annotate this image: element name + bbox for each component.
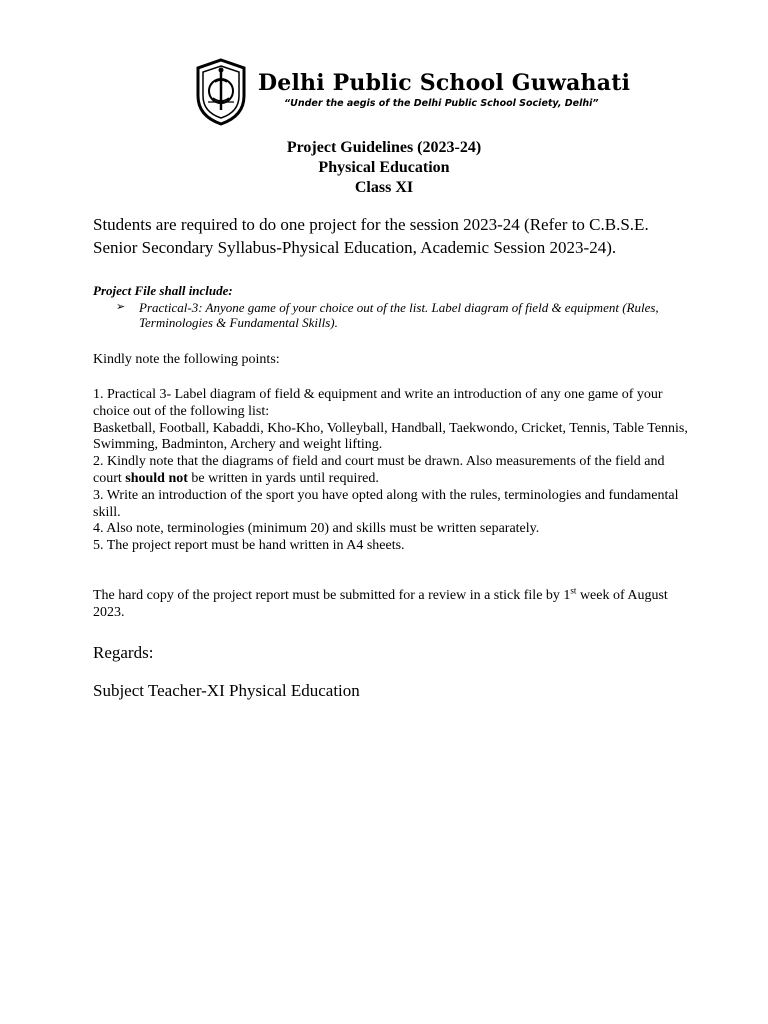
submission-note (93, 585, 693, 622)
title-line-3: Class XI (354, 179, 414, 196)
submission-text-a: The hard copy of the project report must be submitted for a review in a stick file by 1 (93, 588, 571, 603)
school-tagline: “Under the aegis of the Delhi Public School Society, Delhi” (284, 98, 599, 109)
submission-text-b: week of August 2023. (93, 588, 668, 620)
letterhead (194, 58, 631, 128)
project-file-heading: Project File shall include: (93, 283, 233, 298)
intro-paragraph: Students are required to do one project for the session 2023-24 (Refer to C.B.S.E. Senior Secondary Syllabus-Physical Education, Academic Session 2023-24). (93, 215, 649, 257)
point-1: 1. Practical 3- Label diagram of field & equipment and write an introduction of any one game of your choice out of the following list: (93, 387, 663, 419)
school-name: Delhi Public School Guwahati (258, 70, 631, 96)
point-2-text-b: be written in yards until required. (187, 470, 379, 486)
point-1-game-list: Basketball, Football, Kabaddi, Kho-Kho, Volleyball, Handball, Taekwondo, Cricket, Tennis, Table Tennis, Swimming, Badminton, Archery and weight lifting. (93, 420, 688, 453)
project-file-bullet (116, 300, 676, 330)
title-line-2: Physical Education (318, 159, 450, 176)
submission-superscript: st (570, 585, 577, 596)
point-2 (93, 454, 693, 488)
title-line-1: Project Guidelines (2023-24) (286, 139, 482, 156)
regards: Regards: (93, 643, 154, 662)
bullet-text: Practical-3: Anyone game of your choice out of the list. Label diagram of field & equipment (Rules, Terminologies & Fundamental Skills). (139, 300, 659, 330)
point-4: 4. Also note, terminologies (minimum 20) and skills must be written separately. (93, 521, 540, 537)
arrow-bullet-icon: ➢ (116, 301, 126, 313)
point-5: 5. The project report must be hand written in A4 sheets. (93, 538, 405, 554)
point-3: 3. Write an introduction of the sport you have opted along with the rules, terminologies and fundamental skill. (93, 487, 679, 520)
school-crest-icon (194, 58, 248, 126)
point-2-emphasis: should not (125, 470, 188, 486)
point-2-text-a: 2. Kindly note that the diagrams of field and court must be drawn. Also measurements of the field and court (93, 454, 665, 486)
points-list (93, 387, 693, 555)
document-title (0, 138, 768, 198)
signature-line: Subject Teacher-XI Physical Education (93, 681, 360, 700)
notes-heading: Kindly note the following points: (93, 352, 280, 367)
